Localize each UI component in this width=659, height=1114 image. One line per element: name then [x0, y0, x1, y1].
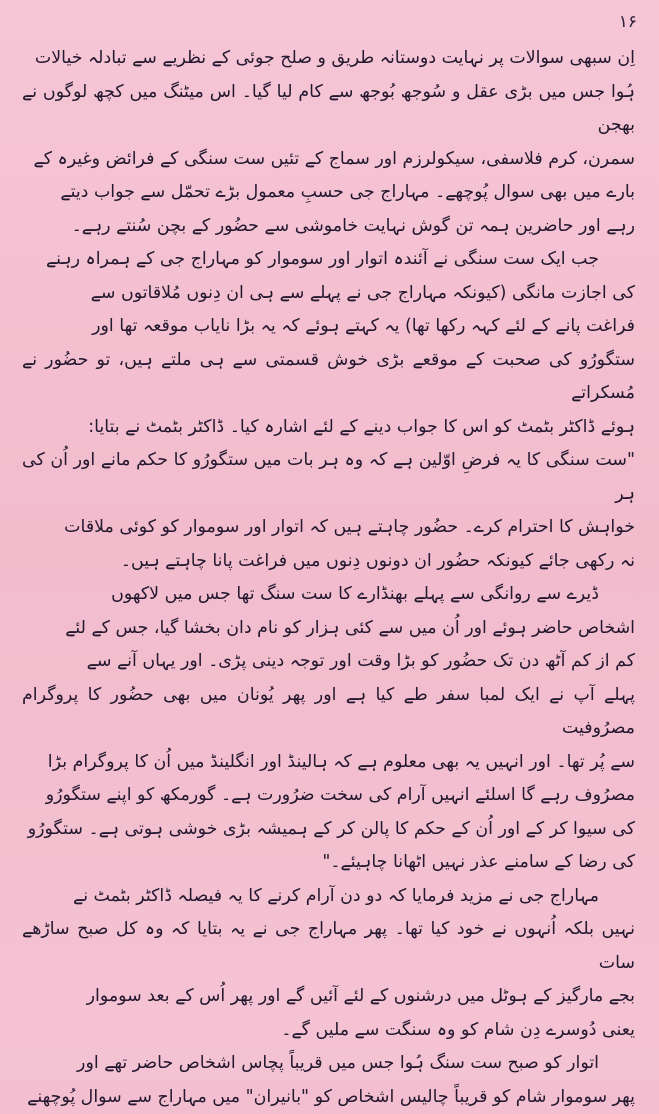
- paragraph-3-quote: "ست سنگی کا یہ فرضِ اوّلین ہے کہ وہ ہر بات میں ستگورُو کا حکم مانے اور اُن کی ہر خواہش کا احترام کرے۔ حضُور چاہتے ہیں کہ اتوار اور سوموار کو کوئی ملاقات نہ رکھی جائے کیونکہ حضُور ان دونوں دِنوں میں فراغت پانا چاہتے ہیں۔: [22, 450, 635, 571]
- paragraph-6: اتوار کو صبح ست سنگ ہُوا جس میں قریباً پچاس اشخاص حاضر تھے اور پھر سوموار شام کو قریباً چالیس اشخاص کو "بانیران" میں مہاراج سے سوال پُوچھنے: [27, 1053, 635, 1107]
- paragraph-1: اِن سبھی سوالات پر نہایت دوستانہ طریق و صلح جوئی کے نظریے سے تبادلہ خیالات ہُوا جس میں بڑی عقل و سُوجھ بُوجھ سے کام لیا گیا۔ اس میٹنگ میں کچھ لوگوں نے بھجن سمرن، کرم فلاسفی، سیکولرزم اور سماج کے تئیں ست سنگی کے فرائض وغیرہ کے بارے میں بھی سوال پُوچھے۔ مہاراج جی حسبِ معمول بڑے تحمّل سے جواب دیتے رہے اور حاضرین ہمہ تن گوش نہایت خاموشی سے حضُور کے بچن سُنتے رہے۔: [22, 48, 635, 236]
- paragraph-4: ڈیرے سے روانگی سے پہلے بھنڈارے کا ست سنگ تھا جس میں لاکھوں اشخاص حاضر ہوئے اور اُن میں سے کئی ہزار کو نام دان بخشا گیا، جس کے لئے کم از کم آٹھ دن تک حضُور کو بڑا وقت اور توجہ دینی پڑی۔ اور یہاں آنے سے پہلے آپ نے ایک لمبا سفر طے کیا ہے اور پھر یُونان میں بھی حضُور کا پروگرام مصرُوفیت سے پُر تھا۔ اور انہیں یہ بھی معلوم ہے کہ ہالینڈ اور انگلینڈ میں اُن کا پروگرام بڑا مصرُوف رہے گا اسلئے انہیں آرام کی سخت ضرُورت ہے۔ گورمکھ کو اپنے ستگورُو کی سیوا کر کے اور اُن کے حکم کا پالن کر کے ہمیشہ بڑی خوشی ہوتی ہے۔ ستگورُو کی رضا کے سامنے عذر نہیں اٹھانا چاہیئے۔": [22, 584, 635, 872]
- paragraph-5: مہاراج جی نے مزید فرمایا کہ دو دن آرام کرنے کا یہ فیصلہ ڈاکٹر بٹمٹ نے نہیں بلکہ اُنہوں نے خود کیا تھا۔ پھر مہاراج جی نے یہ بتایا کہ وہ کل صبح ساڑھے سات بجے مارگیز کے ہوٹل میں درشنوں کے لئے آئیں گے اور پھر اُس کے بعد سوموار یعنی دُوسرے دِن شام کو وہ سنگت سے ملیں گے۔: [22, 885, 635, 1040]
- page-text: [22, 42, 635, 1107]
- paragraph-2: جب ایک ست سنگی نے آئندہ اتوار اور سوموار کو مہاراج جی کے ہمراہ رہنے کی اجازت مانگی (کیونکہ مہاراج جی نے پہلے سے ہی ان دِنوں مُلاقاتوں سے فراغت پانے کے لئے کہہ رکھا تھا) یہ کہتے ہوئے کہ یہ بڑا نایاب موقعہ تھا اور ستگورُو کی صحبت کے موقعے بڑی خوش قسمتی سے ہی ملتے ہیں، تو حضُور نے مُسکراتے ہوئے ڈاکٹر بٹمٹ کو اس کا جواب دینے کے لئے اشارہ کیا۔ ڈاکٹر بٹمٹ نے بتایا:: [22, 249, 635, 437]
- page-number: ۱۶: [618, 12, 637, 32]
